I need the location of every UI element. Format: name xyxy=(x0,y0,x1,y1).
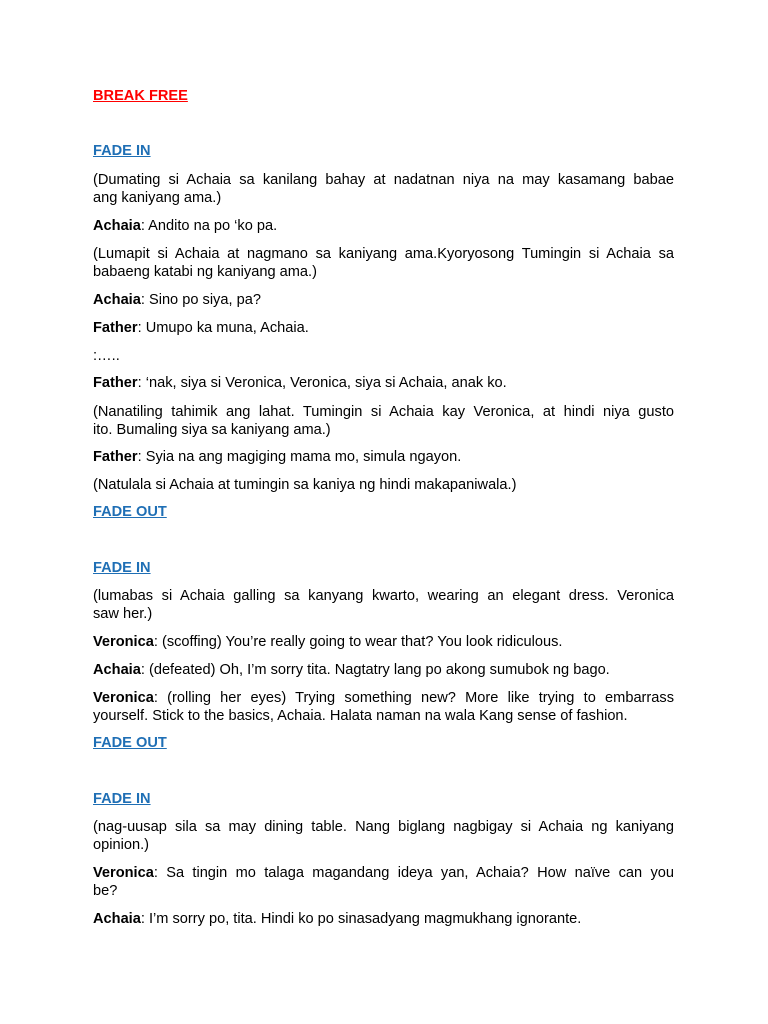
dialogue-text: : (rolling her eyes) Trying something new? More like trying to embarrass xyxy=(153,690,674,706)
dialogue-line xyxy=(93,864,674,882)
stage-direction: (lumabas si Achaia galling sa kanyang kwarto, wearing an elegant dress. Veronica xyxy=(93,588,674,604)
fade-out-heading: FADE OUT xyxy=(93,735,167,751)
dialogue-text: : ‘nak, siya si Veronica, Veronica, siya si Achaia, anak ko. xyxy=(137,375,507,391)
dialogue-text: : Umupo ka muna, Achaia. xyxy=(137,320,309,336)
dialogue-text: be? xyxy=(93,883,118,899)
speaker-name: Achaia xyxy=(93,662,141,678)
fade-out-heading: FADE OUT xyxy=(93,504,167,520)
fade-in-heading: FADE IN xyxy=(93,791,151,807)
dialogue-line xyxy=(93,291,674,309)
stage-direction: ang kaniyang ama.) xyxy=(93,190,222,206)
speaker-name: Father xyxy=(93,449,138,465)
stage-direction: (Dumating si Achaia sa kanilang bahay at nadatnan niya na may kasamang babae xyxy=(93,172,674,188)
speaker-name: Father xyxy=(93,320,138,336)
dialogue-line xyxy=(93,633,674,651)
stage-direction: saw her.) xyxy=(93,606,153,622)
dialogue-line xyxy=(93,661,674,679)
stage-direction: ito. Bumaling siya sa kaniyang ama.) xyxy=(93,422,331,438)
fade-in-heading: FADE IN xyxy=(93,143,151,159)
script-title: BREAK FREE xyxy=(93,88,188,104)
speaker-name: Achaia xyxy=(93,292,141,308)
dialogue-text: : I’m sorry po, tita. Hindi ko po sinasadyang magmukhang ignorante. xyxy=(140,911,582,927)
speaker-name: Veronica xyxy=(93,865,154,881)
dialogue-line xyxy=(93,217,674,235)
stage-direction: (nag-uusap sila sa may dining table. Nang biglang nagbigay si Achaia ng kaniyang xyxy=(93,819,674,835)
dialogue-text: yourself. Stick to the basics, Achaia. Halata naman na wala Kang sense of fashion. xyxy=(93,708,628,724)
speaker-name: Achaia xyxy=(93,218,141,234)
dialogue-text: : Sino po siya, pa? xyxy=(140,292,261,308)
dialogue-text: : (scoffing) You’re really going to wear that? You look ridiculous. xyxy=(153,634,563,650)
stage-direction: opinion.) xyxy=(93,837,149,853)
dialogue-line xyxy=(93,910,674,928)
speaker-name: Achaia xyxy=(93,911,141,927)
dialogue-text: : (defeated) Oh, I’m sorry tita. Nagtatry lang po akong sumubok ng bago. xyxy=(140,662,610,678)
stage-direction: (Lumapit si Achaia at nagmano sa kaniyang ama.Kyoryosong Tumingin si Achaia sa xyxy=(93,246,674,262)
dialogue-text: : Sa tingin mo talaga magandang ideya yan, Achaia? How naïve can you xyxy=(153,865,674,881)
speaker-name: Father xyxy=(93,375,138,391)
dialogue-line xyxy=(93,374,674,392)
stage-direction: babaeng katabi ng kaniyang ama.) xyxy=(93,264,317,280)
speaker-name: Veronica xyxy=(93,690,154,706)
dialogue-line xyxy=(93,689,674,707)
speaker-name: Veronica xyxy=(93,634,154,650)
pause-text: :….. xyxy=(93,348,120,364)
fade-in-heading: FADE IN xyxy=(93,560,151,576)
dialogue-text: : Andito na po ‘ko pa. xyxy=(140,218,278,234)
dialogue-line xyxy=(93,319,674,337)
dialogue-text: : Syia na ang magiging mama mo, simula ngayon. xyxy=(137,449,462,465)
stage-direction: (Natulala si Achaia at tumingin sa kaniya ng hindi makapaniwala.) xyxy=(93,477,517,493)
stage-direction: (Nanatiling tahimik ang lahat. Tumingin si Achaia kay Veronica, at hindi niya gusto xyxy=(93,404,674,420)
dialogue-line xyxy=(93,448,674,466)
